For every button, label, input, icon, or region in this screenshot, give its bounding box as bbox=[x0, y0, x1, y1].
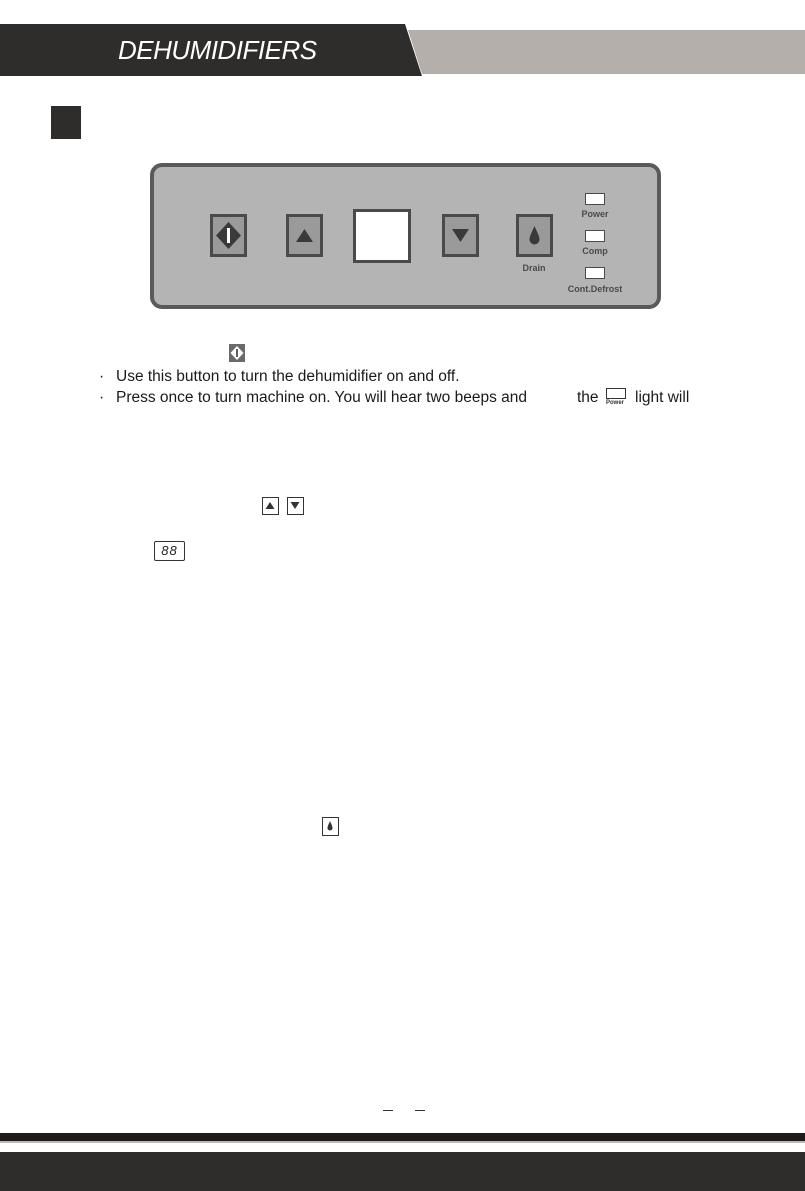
inline-power-lamp-label: Power bbox=[606, 400, 625, 406]
power-indicator-label: Power bbox=[581, 209, 609, 219]
header-title: DEHUMIDIFIERS bbox=[118, 35, 317, 65]
drain-label: Drain bbox=[522, 263, 546, 273]
panel-down-button[interactable] bbox=[442, 214, 479, 257]
defrost-indicator-lamp bbox=[585, 267, 605, 279]
defrost-indicator-label: Cont.Defrost bbox=[567, 284, 623, 294]
footer-bar bbox=[0, 1152, 805, 1191]
up-arrow-icon bbox=[289, 217, 320, 254]
power-icon bbox=[213, 217, 244, 254]
panel-drain-button[interactable] bbox=[516, 214, 553, 257]
inline-text-light-will: light will bbox=[635, 389, 690, 406]
inline-up-arrow-icon bbox=[262, 497, 279, 515]
page-number-dash-left bbox=[383, 1110, 393, 1111]
footer-rule-shadow bbox=[0, 1141, 805, 1143]
bullet-dot: · bbox=[99, 389, 105, 406]
inline-down-arrow-icon bbox=[287, 497, 304, 515]
section-marker bbox=[51, 106, 81, 139]
page-number-dash-right bbox=[415, 1110, 425, 1111]
digital-display-icon: 88 bbox=[154, 541, 185, 561]
panel-up-button[interactable] bbox=[286, 214, 323, 257]
drain-drop-icon bbox=[519, 217, 550, 254]
inline-drain-icon bbox=[322, 817, 339, 836]
bullet-dot: · bbox=[99, 368, 105, 385]
header-accent-bar bbox=[408, 30, 805, 74]
bullet-text-2: Press once to turn machine on. You will hear two beeps and bbox=[116, 389, 528, 406]
bullet-text-1: Use this button to turn the dehumidifier on and off. bbox=[116, 368, 460, 385]
inline-power-lamp-icon bbox=[606, 388, 626, 399]
inline-power-icon bbox=[229, 344, 245, 362]
comp-indicator-label: Comp bbox=[582, 246, 608, 256]
comp-indicator-lamp bbox=[585, 230, 605, 242]
power-indicator-lamp bbox=[585, 193, 605, 205]
footer-rule bbox=[0, 1133, 805, 1141]
down-arrow-icon bbox=[445, 217, 476, 254]
panel-power-button[interactable] bbox=[210, 214, 247, 257]
inline-text-the: the bbox=[577, 389, 599, 406]
panel-display bbox=[353, 209, 411, 263]
